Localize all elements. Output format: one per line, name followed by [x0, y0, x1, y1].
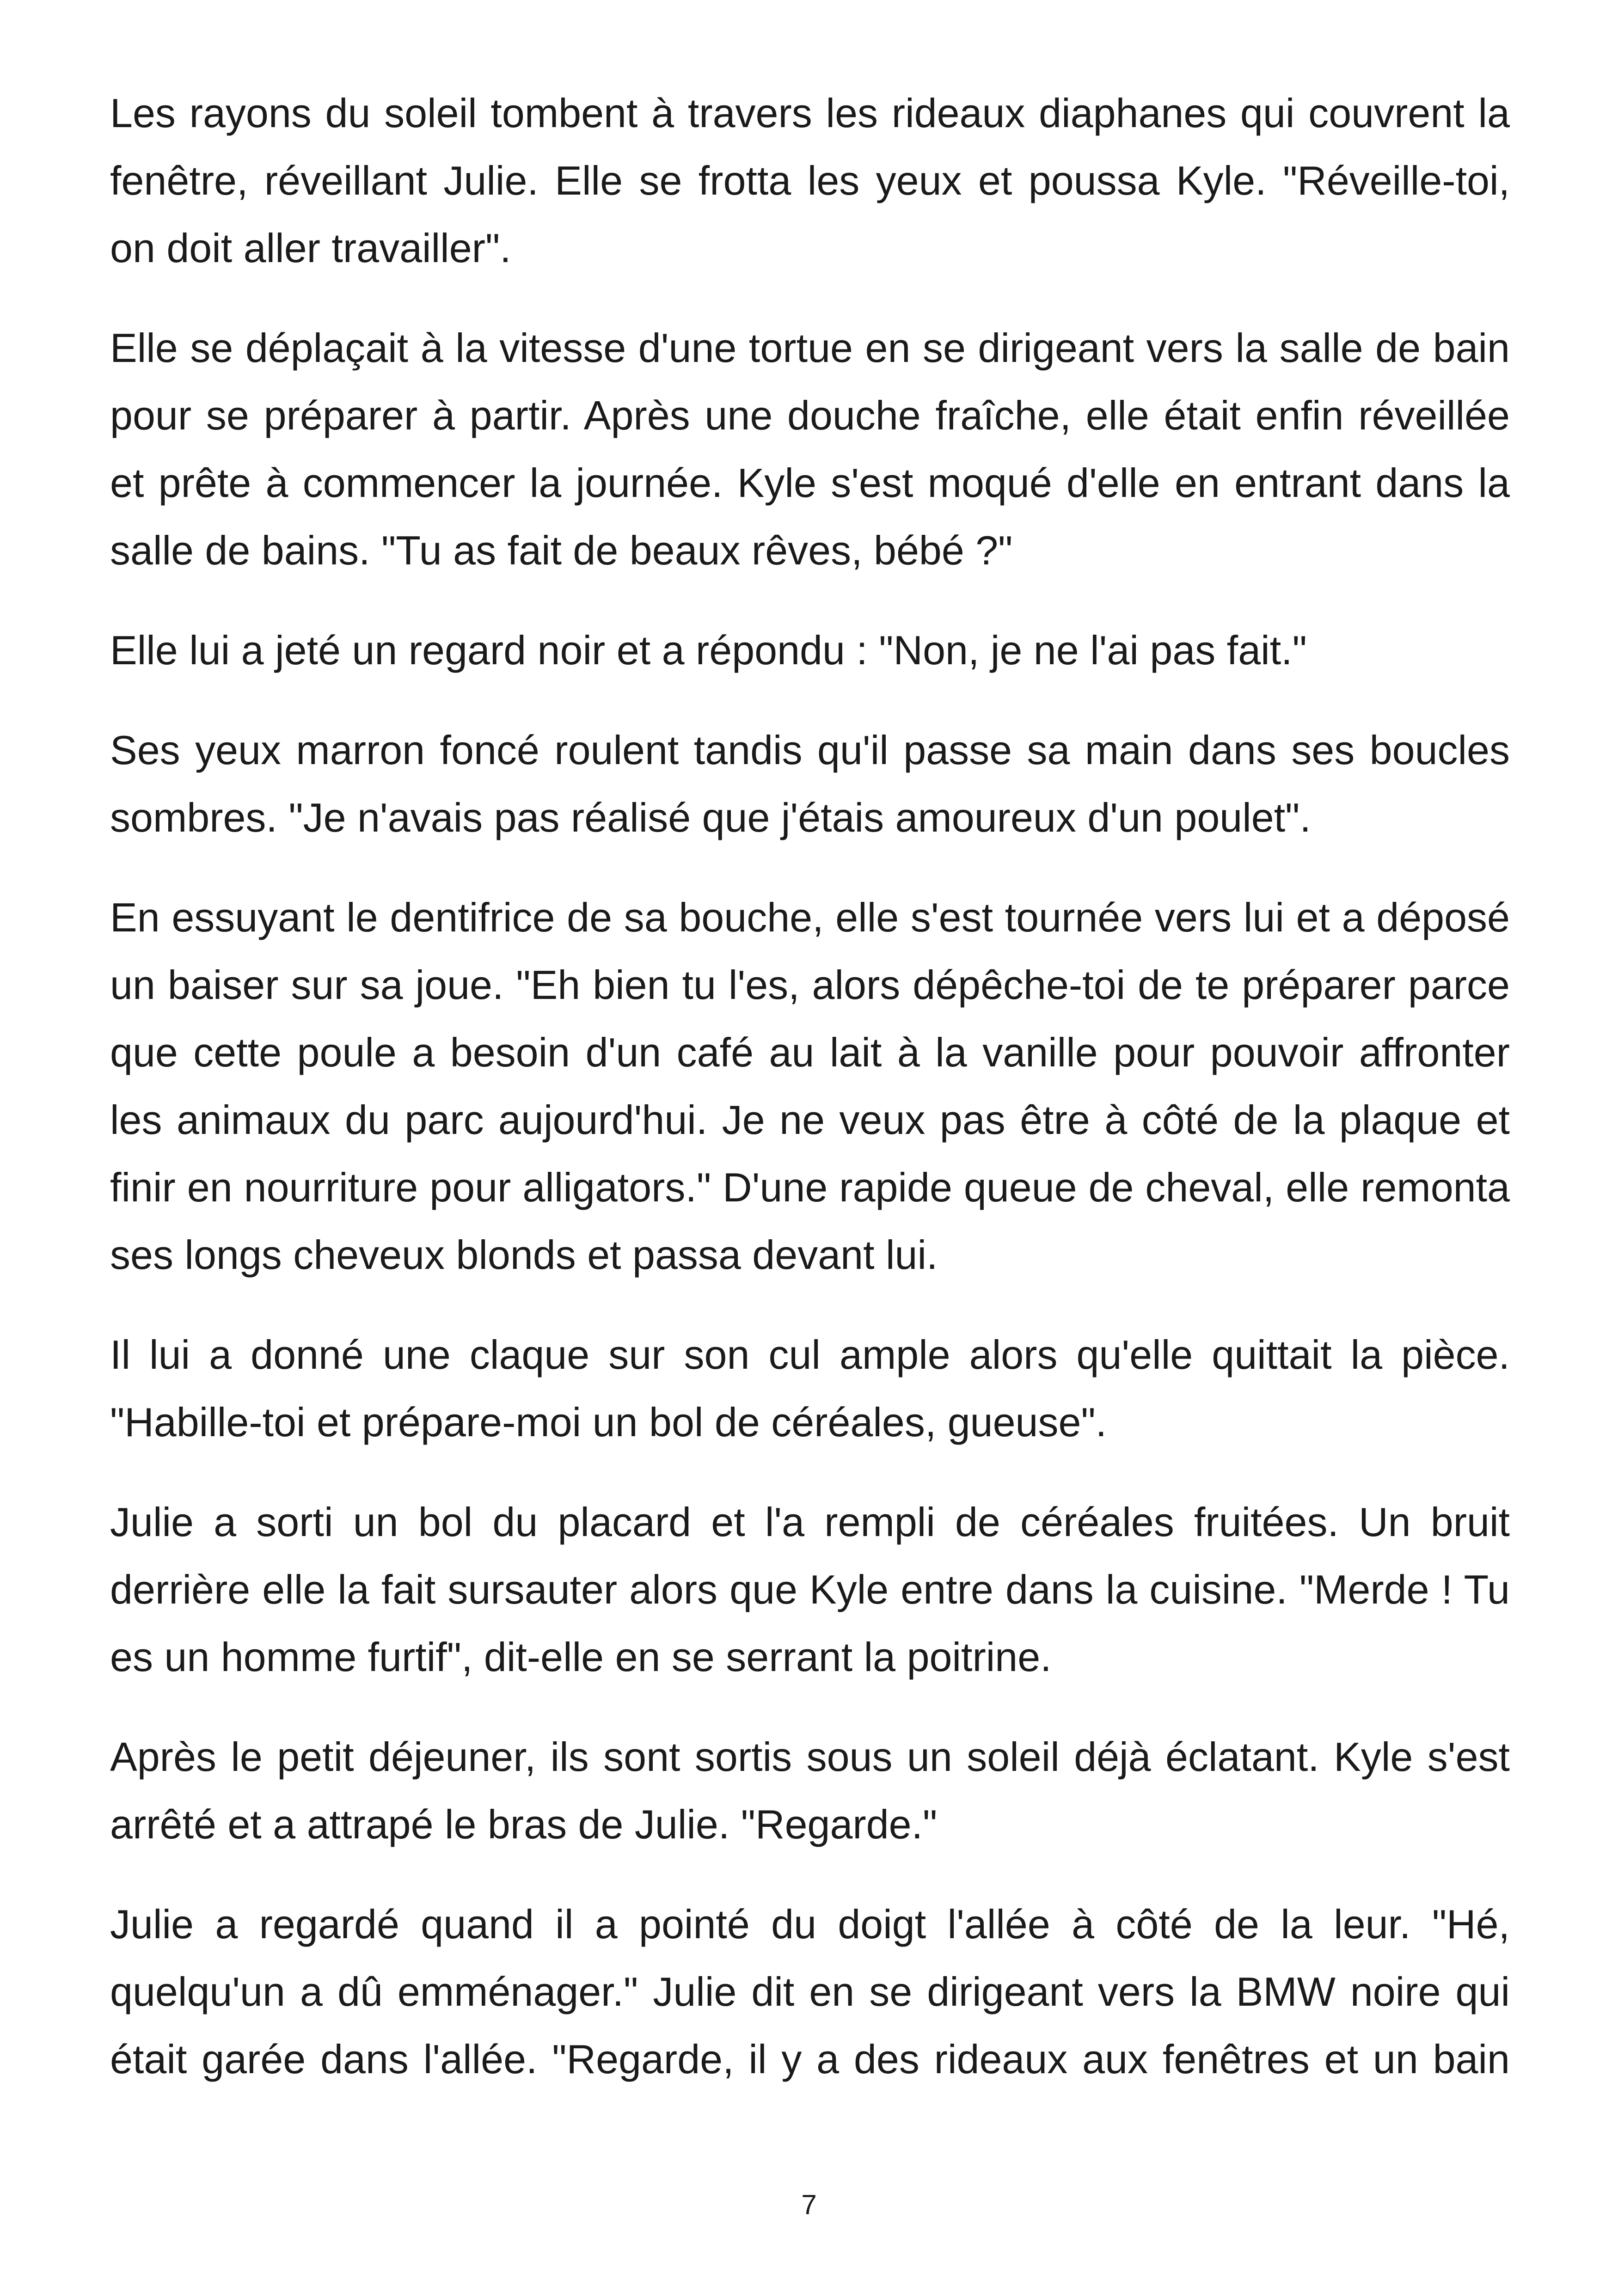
paragraph: En essuyant le dentifrice de sa bouche, elle s'est tournée vers lui et a déposé un baiser sur sa joue. "Eh bien tu l'es, alors dépêche-toi de te préparer parce que cette poule a besoin d'un café au lait à la vanille pour pouvoir affronter les animaux du parc aujourd'hui. Je ne veux pas être à côté de la plaque et finir en nourriture pour alligators." D'une rapide queue de cheval, elle remonta ses longs cheveux blonds et passa devant lui.	[110, 894, 1510, 1278]
paragraph: Il lui a donné une claque sur son cul ample alors qu'elle quittait la pièce. "Habille-toi et prépare-moi un bol de céréales, gueuse".	[110, 1332, 1510, 1445]
paragraph: Elle se déplaçait à la vitesse d'une tortue en se dirigeant vers la salle de bain pour se préparer à partir. Après une douche fraîche, elle était enfin réveillée et prête à commencer la journée. Kyle s'est moqué d'elle en entrant dans la salle de bains. "Tu as fait de beaux rêves, bébé ?"	[110, 325, 1510, 573]
body-text	[110, 80, 1510, 2125]
paragraph: Ses yeux marron foncé roulent tandis qu'il passe sa main dans ses boucles sombres. "Je n'avais pas réalisé que j'étais amoureux d'un poulet".	[110, 727, 1510, 840]
paragraph: Les rayons du soleil tombent à travers les rideaux diaphanes qui couvrent la fenêtre, réveillant Julie. Elle se frotta les yeux et poussa Kyle. "Réveille-toi, on doit aller travailler".	[110, 90, 1510, 271]
paragraph: Julie a sorti un bol du placard et l'a rempli de céréales fruitées. Un bruit derrière elle la fait sursauter alors que Kyle entre dans la cuisine. "Merde ! Tu es un homme furtif", dit-elle en se serrant la poitrine.	[110, 1499, 1510, 1680]
page-number: 7	[801, 2189, 817, 2220]
paragraph: Julie a regardé quand il a pointé du doigt l'allée à côté de la leur. "Hé, quelqu'un a dû emménager." Julie dit en se dirigeant vers la BMW noire qui était garée dans l'allée. "Regarde, il y a des rideaux aux fenêtres et un bain	[110, 1901, 1510, 2082]
paragraph: Après le petit déjeuner, ils sont sortis sous un soleil déjà éclatant. Kyle s'est arrêté et a attrapé le bras de Julie. "Regarde."	[110, 1734, 1510, 1847]
paragraph: Elle lui a jeté un regard noir et a répondu : "Non, je ne l'ai pas fait."	[110, 627, 1307, 673]
